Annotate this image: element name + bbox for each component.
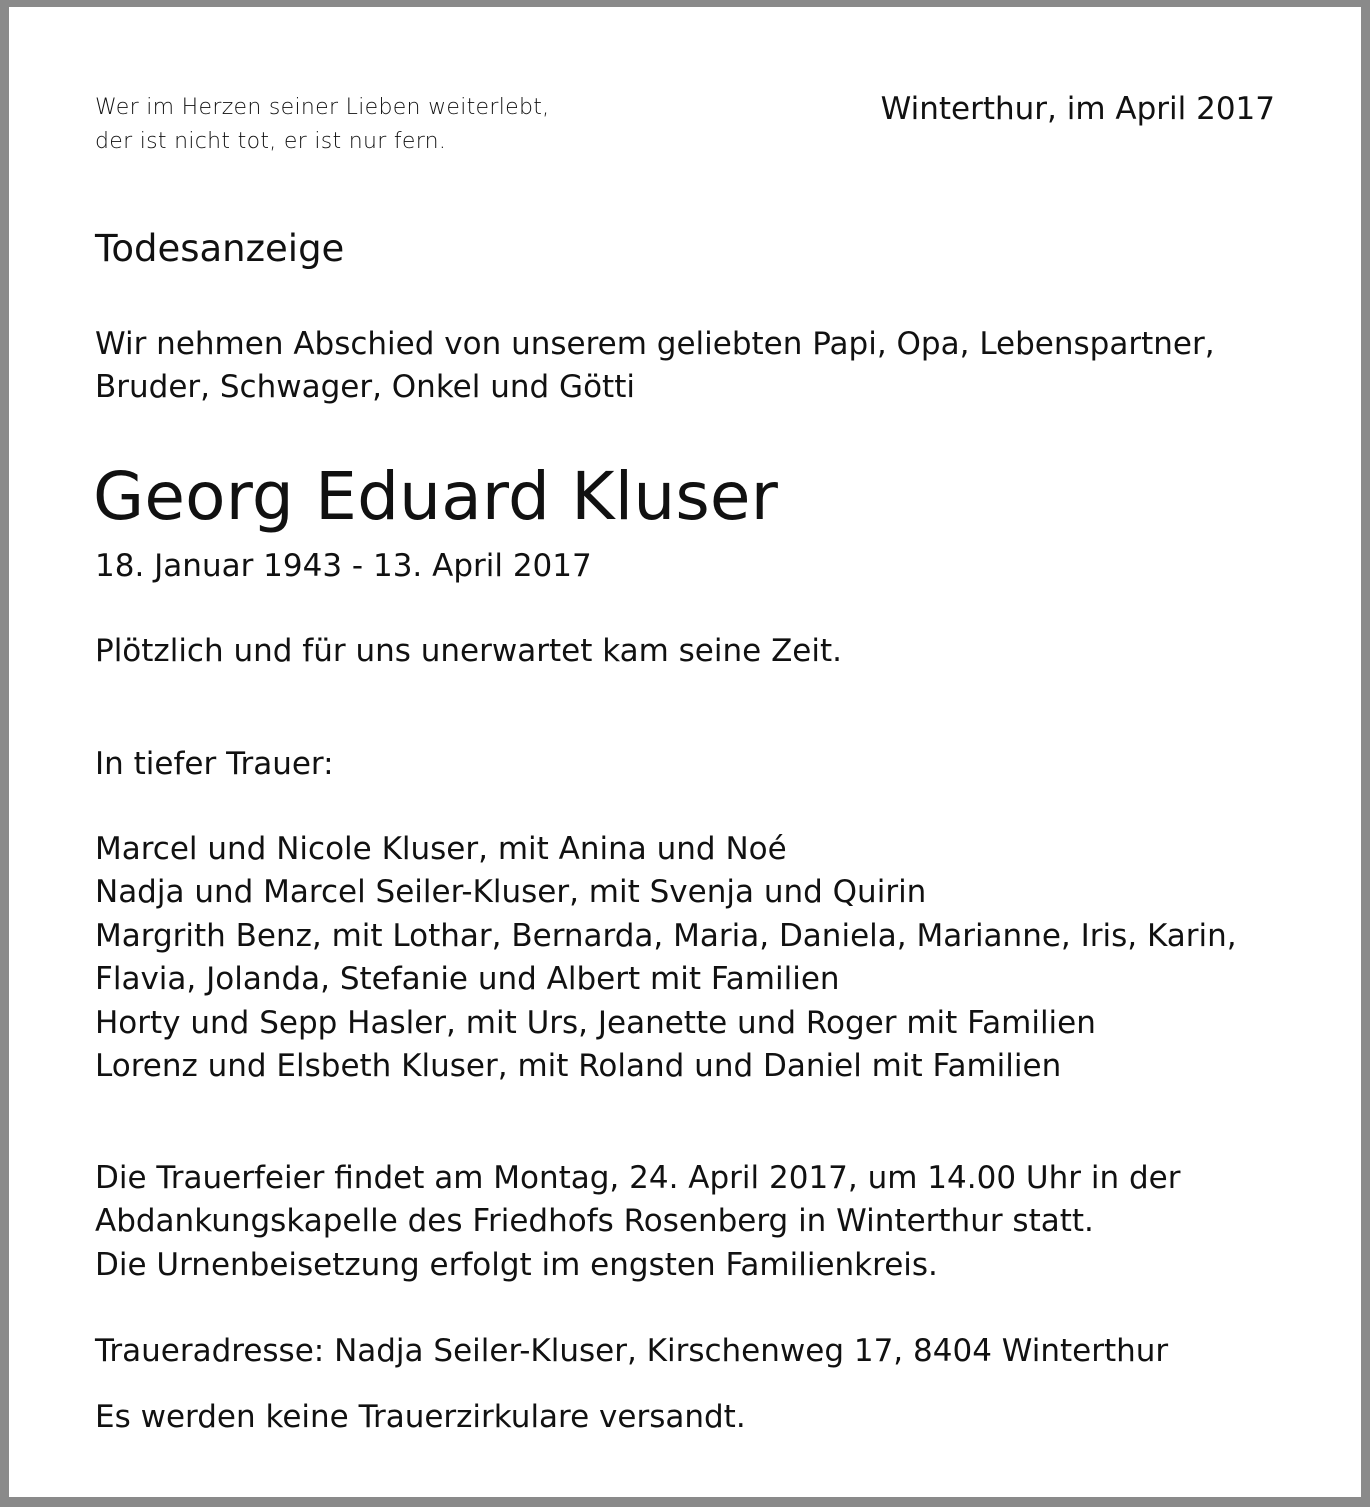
mourner-line: Horty und Sepp Hasler, mit Urs, Jeanette und Roger mit Familien <box>95 1004 1096 1041</box>
obituary-heading: Todesanzeige <box>95 227 345 270</box>
mourner-line: Lorenz und Elsbeth Kluser, mit Roland und Daniel mit Familien <box>95 1048 1062 1085</box>
mourner-line: Marcel und Nicole Kluser, mit Anina und Noé <box>95 831 787 867</box>
mourner-line: Flavia, Jolanda, Stefanie und Albert mit Familien <box>95 961 840 998</box>
motto-quote <box>95 91 549 159</box>
mourner-line: Nadja und Marcel Seiler-Kluser, mit Svenja und Quirin <box>95 874 927 911</box>
no-circulars-notice: Es werden keine Trauerzirkulare versandt. <box>95 1399 746 1435</box>
ceremony-line: Abdankungskapelle des Friedhofs Rosenberg in Winterthur statt. <box>95 1203 1094 1240</box>
place-date: Winterthur, im April 2017 <box>880 91 1275 127</box>
intro-text <box>95 323 1215 409</box>
motto-line: Wer im Herzen seiner Lieben weiterlebt, <box>95 95 550 120</box>
intro-line: Bruder, Schwager, Onkel und Götti <box>95 369 635 405</box>
life-dates: 18. Januar 1943 - 13. April 2017 <box>95 548 592 584</box>
ceremony-line: Die Trauerfeier findet am Montag, 24. April 2017, um 14.00 Uhr in der <box>95 1160 1181 1196</box>
motto-line: der ist nicht tot, er ist nur fern. <box>95 129 447 154</box>
mourners-list <box>95 828 1237 1088</box>
ceremony-line: Die Urnenbeisetzung erfolgt im engsten Familienkreis. <box>95 1246 938 1283</box>
obituary-page <box>9 7 1361 1497</box>
mourning-address: Traueradresse: Nadja Seiler-Kluser, Kirschenweg 17, 8404 Winterthur <box>95 1333 1169 1369</box>
mourning-label: In tiefer Trauer: <box>95 746 334 782</box>
sudden-text: Plötzlich und für uns unerwartet kam seine Zeit. <box>95 633 842 669</box>
mourner-line: Margrith Benz, mit Lothar, Bernarda, Maria, Daniela, Marianne, Iris, Karin, <box>95 917 1237 954</box>
ceremony-details <box>95 1157 1180 1287</box>
intro-line: Wir nehmen Abschied von unserem geliebten Papi, Opa, Lebenspartner, <box>95 326 1215 362</box>
deceased-name: Georg Eduard Kluser <box>93 458 779 535</box>
